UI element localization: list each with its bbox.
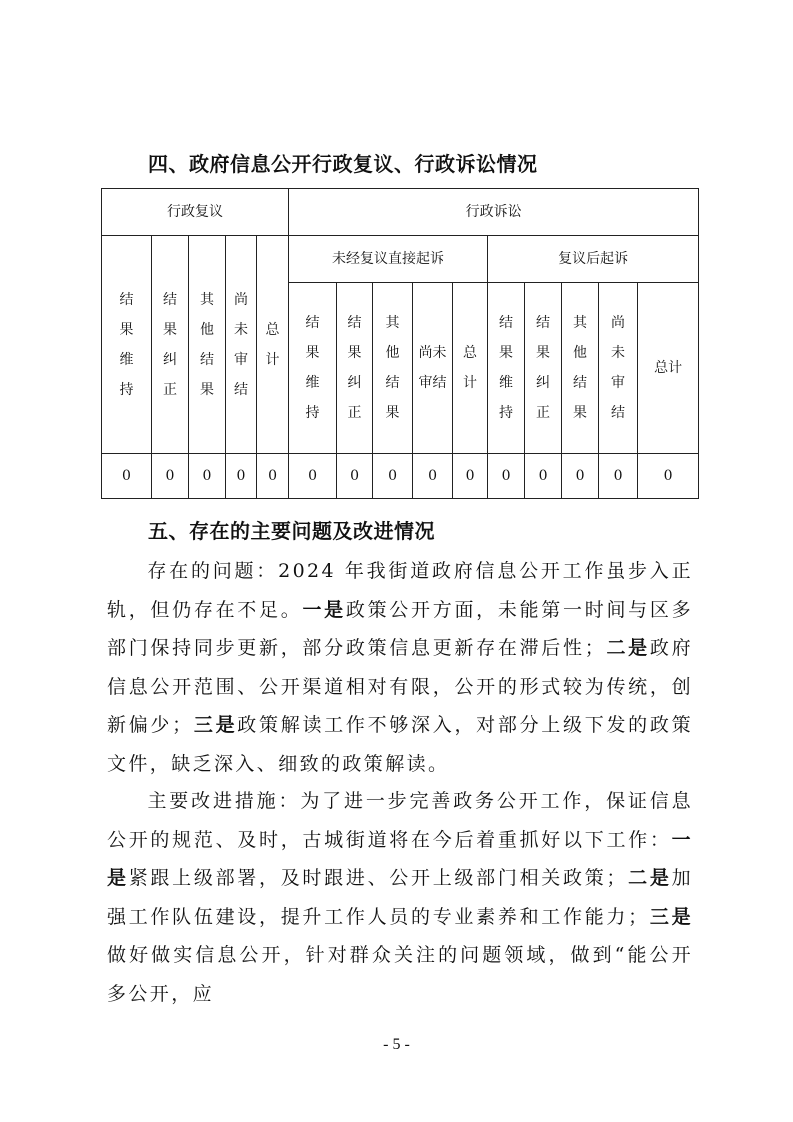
col-after-total: 总计 [638,283,699,454]
col-review-total: 总计 [257,236,289,454]
value-cell: 0 [337,454,373,499]
header-after-review-litigation: 复议后起诉 [488,236,699,283]
value-cell: 0 [257,454,289,499]
value-cell: 0 [152,454,189,499]
col-direct-upheld: 结果维持 [289,283,337,454]
problems-paragraph: 存在的问题：2024 年我街道政府信息公开工作虽步入正轨，但仍存在不足。一是政策公开方面，未能第一时间与区多部门保持同步更新，部分政策信息更新存在滞后性；二是政府信息公开范围、公开渠道相对有限，公开的形式较为传统，创新偏少；三是政策解读工作不够深入，对部分上级下发的政策文件，缺乏深入、细致的政策解读。 [107,560,693,775]
col-direct-other: 其他结果 [373,283,413,454]
col-review-upheld: 结果维持 [102,236,152,454]
col-direct-pending: 尚未审结 [413,283,453,454]
value-cell: 0 [102,454,152,499]
value-cell: 0 [562,454,599,499]
col-after-pending: 尚未审结 [599,283,638,454]
value-cell: 0 [189,454,226,499]
section-5-heading: 五、存在的主要问题及改进情况 [148,519,435,543]
col-review-corrected: 结果纠正 [152,236,189,454]
value-cell: 0 [525,454,562,499]
col-direct-corrected: 结果纠正 [337,283,373,454]
col-after-other: 其他结果 [562,283,599,454]
header-admin-review: 行政复议 [102,189,289,236]
col-after-upheld: 结果维持 [488,283,525,454]
header-admin-litigation: 行政诉讼 [289,189,699,236]
value-cell: 0 [599,454,638,499]
value-cell: 0 [453,454,488,499]
value-cell: 0 [289,454,337,499]
col-after-corrected: 结果纠正 [525,283,562,454]
value-cell: 0 [638,454,699,499]
value-cell: 0 [488,454,525,499]
col-direct-total: 总计 [453,283,488,454]
col-review-pending: 尚未审结 [226,236,257,454]
table-row-values [102,454,699,499]
value-cell: 0 [226,454,257,499]
improvements-paragraph: 主要改进措施：为了进一步完善政务公开工作，保证信息公开的规范、及时，古城街道将在今后着重抓好以下工作：一是紧跟上级部署，及时跟进、公开上级部门相关政策；二是加强工作队伍建设，提升工作人员的专业素养和工作能力；三是做好做实信息公开，针对群众关注的问题领域，做到“能公开多公开，应 [107,790,693,1005]
value-cell: 0 [413,454,453,499]
col-review-other: 其他结果 [189,236,226,454]
review-litigation-table [101,188,699,499]
section-4-heading: 四、政府信息公开行政复议、行政诉讼情况 [148,152,538,176]
header-direct-litigation: 未经复议直接起诉 [289,236,488,283]
value-cell: 0 [373,454,413,499]
page-number: - 5 - [383,1036,410,1053]
